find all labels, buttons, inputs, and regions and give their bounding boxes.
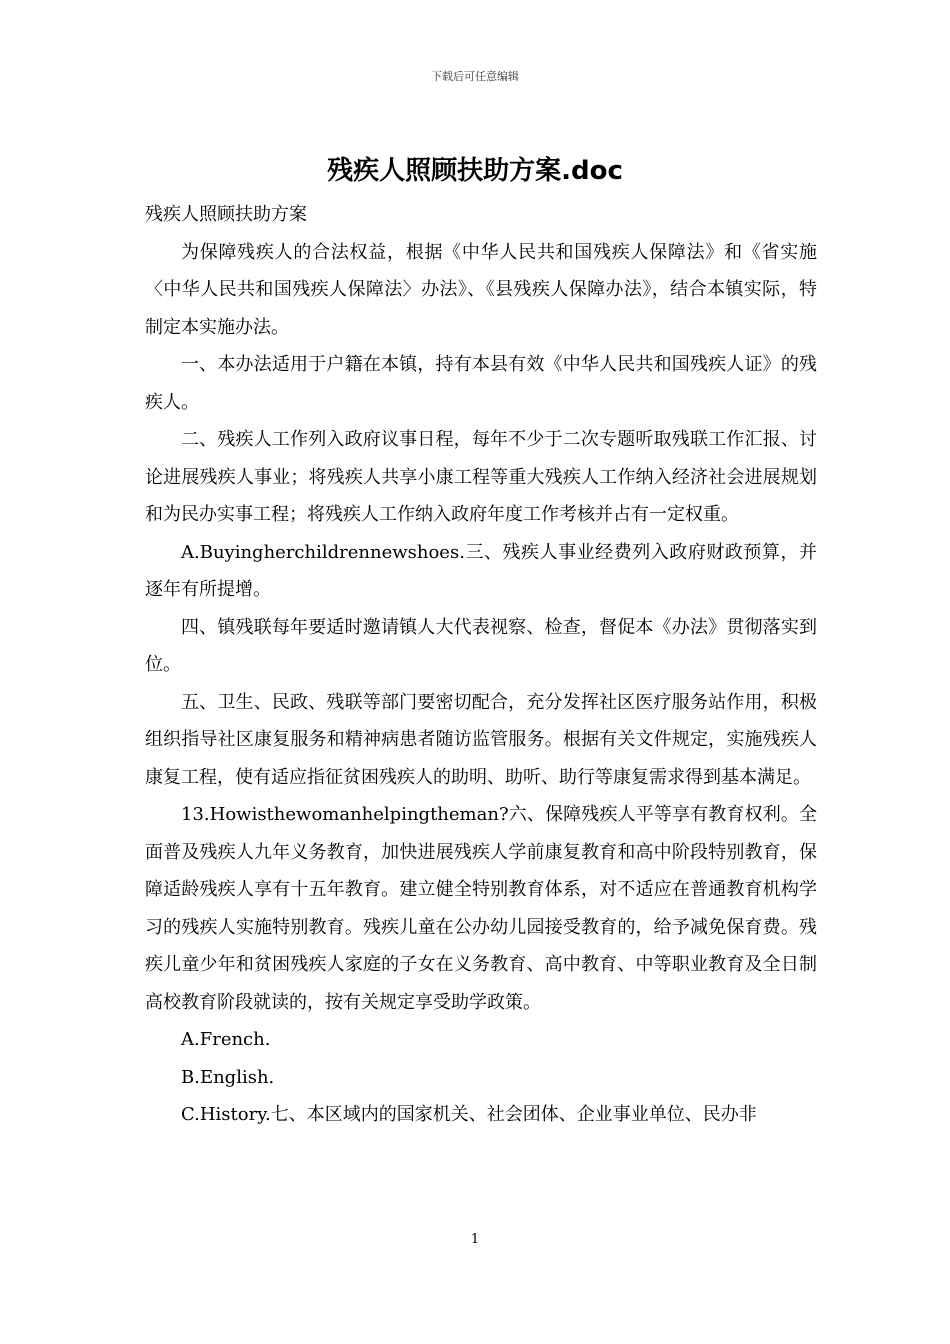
- document-title: 残疾人照顾扶助方案.doc: [327, 156, 623, 186]
- page-number: 1: [470, 1232, 480, 1247]
- paragraph-item-4: 四、镇残联每年要适时邀请镇人大代表视察、检查，督促本《办法》贯彻落实到位。: [145, 616, 817, 675]
- document-body: [145, 196, 817, 1134]
- paragraph-item-6: 13.Howisthewomanhelpingtheman?六、保障残疾人平等享有教育权利。全面普及残疾人九年义务教育，加快进展残疾人学前康复教育和高中阶段特别教育，保障适龄残疾人享有十五年教育。建立健全特别教育体系，对不适应在普通教育机构学习的残疾人实施特别教育。残疾儿童在公办幼儿园接受教育的，给予减免保育费。残疾儿童少年和贫困残疾人家庭的子女在义务教育、高中教育、中等职业教育及全日制高校教育阶段就读的，按有关规定享受助学政策。: [145, 804, 817, 1013]
- paragraph-item-1: 一、本办法适用于户籍在本镇，持有本县有效《中华人民共和国残疾人证》的残疾人。: [145, 354, 817, 413]
- paragraph-option-a: A.French.: [181, 1029, 271, 1050]
- header-note: 下载后可任意编辑: [431, 70, 519, 83]
- paragraph-item-2: 二、残疾人工作列入政府议事日程，每年不少于二次专题听取残联工作汇报、讨论进展残疾人事业；将残疾人共享小康工程等重大残疾人工作纳入经济社会进展规划和为民办实事工程；将残疾人工作纳入政府年度工作考核并占有一定权重。: [145, 429, 817, 525]
- paragraph-option-c: C.History.七、本区域内的国家机关、社会团体、企业事业单位、民办非: [181, 1104, 757, 1125]
- paragraph-subtitle: 残疾人照顾扶助方案: [145, 204, 307, 225]
- paragraph-item-3: A.Buyingherchildrennewshoes.三、残疾人事业经费列入政府财政预算，并逐年有所提增。: [145, 541, 817, 600]
- paragraph-option-b: B.English.: [181, 1066, 275, 1088]
- paragraph-item-5: 五、卫生、民政、残联等部门要密切配合，充分发挥社区医疗服务站作用，积极组织指导社区康复服务和精神病患者随访监管服务。根据有关文件规定，实施残疾人康复工程，使有适应指征贫困残疾人的助明、助听、助行等康复需求得到基本满足。: [145, 691, 817, 788]
- paragraph-intro: 为保障残疾人的合法权益，根据《中华人民共和国残疾人保障法》和《省实施〈中华人民共和国残疾人保障法〉办法》、《县残疾人保障办法》，结合本镇实际，特制定本实施办法。: [145, 241, 817, 338]
